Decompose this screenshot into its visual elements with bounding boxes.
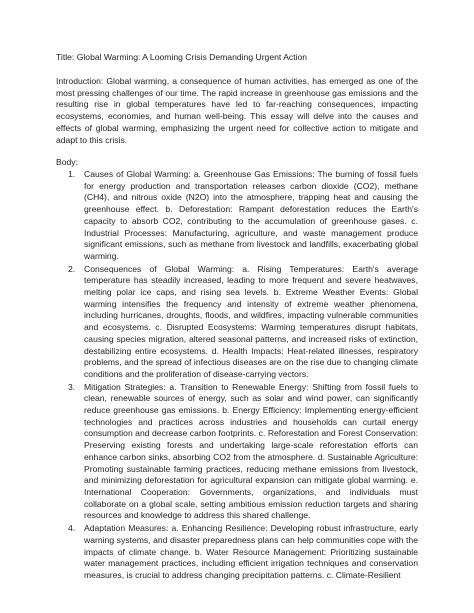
introduction-paragraph: Introduction: Global warming, a consequence of human activities, has emerged as one of the most pressing challenges of our time. The rapid increase in greenhouse gas emissions and the resulting rise in global temperatures have led to far-reaching consequences, impacting ecosystems, economies, and human well-being. This essay will delve into the causes and effects of global warming, emphasizing the urgent need for collective action to mitigate and adapt to this crisis. — [56, 76, 418, 145]
list-item-text: Causes of Global Warming: a. Greenhouse Gas Emissions: The burning of fossil fuels for energy production and transportation releases carbon dioxide (CO2), methane (CH4), and nitrous oxide (N2O) into the atmosphere, trapping heat and causing the greenhouse effect. b. Deforestation: Rampant deforestation reduces the Earth's capacity to absorb CO2, contributing to the accumulation of greenhouse gases. c. Industrial Processes: Manufacturing, agriculture, and waste management produce significant emissions, such as methane from livestock and landfills, exacerbating global warming. — [84, 169, 418, 261]
list-item-text: Adaptation Measures: a. Enhancing Resilience: Developing robust infrastructure, early warning systems, and disaster preparedness plans can help communities cope with the impacts of climate change. b. Water Resource Management: Prioritizing sustainable water management practices, including efficient irrigation techniques and conservation measures, is crucial to address changing precipitation patterns. c. Climate-Resilient — [84, 523, 418, 580]
document-title: Title: Global Warming: A Looming Crisis Demanding Urgent Action — [56, 52, 308, 62]
body-heading: Body: — [56, 157, 78, 167]
list-item-number: 1. — [68, 169, 76, 179]
list-item — [56, 169, 418, 263]
list-item-text: Consequences of Global Warming: a. Rising Temperatures: Earth's average temperature has steadily increased, leading to more frequent and severe heatwaves, melting polar ice caps, and rising sea levels. b. Extreme Weather Events: Global warming intensifies the frequency and intensity of extreme weather phenomena, including hurricanes, droughts, floods, and wildfires, impacting vulnerable communities and ecosystems. c. Disrupted Ecosystems: Warming temperatures disrupt habitats, causing species migration, altered seasonal patterns, and increased risks of extinction, destabilizing entire ecosystems. d. Health Impacts: Heat-related illnesses, respiratory problems, and the spread of infectious diseases are on the rise due to changing climate conditions and the proliferation of disease-carrying vectors. — [84, 263, 418, 379]
list-item — [56, 264, 418, 381]
list-item — [56, 382, 418, 522]
body-list — [56, 169, 418, 583]
list-item-number: 2. — [68, 263, 76, 274]
list-item — [56, 523, 418, 582]
list-item-number: 3. — [68, 381, 76, 392]
list-item-text: Mitigation Strategies: a. Transition to Renewable Energy: Shifting from fossil fuels to clean, renewable sources of energy, such as solar and wind power, can significantly reduce greenhouse gas emissions. b. Energy Efficiency: Implementing energy-efficient technologies and practices across industries and households can curtail energy consumption and decrease carbon footprints. c. Reforestation and Forest Conservation: Preserving existing forests and undertaking large-scale reforestation efforts can enhance carbon sinks, absorbing CO2 from the atmosphere. d. Sustainable Agriculture: Promoting sustainable farming practices, reducing methane emissions from livestock, and minimizing deforestation for agricultural expansion can mitigate global warming. e. International Cooperation: Governments, organizations, and individuals must collaborate on a global scale, setting ambitious emission reduction targets and sharing resources and knowledge to address this shared challenge. — [84, 381, 418, 521]
list-item-number: 4. — [68, 523, 76, 534]
